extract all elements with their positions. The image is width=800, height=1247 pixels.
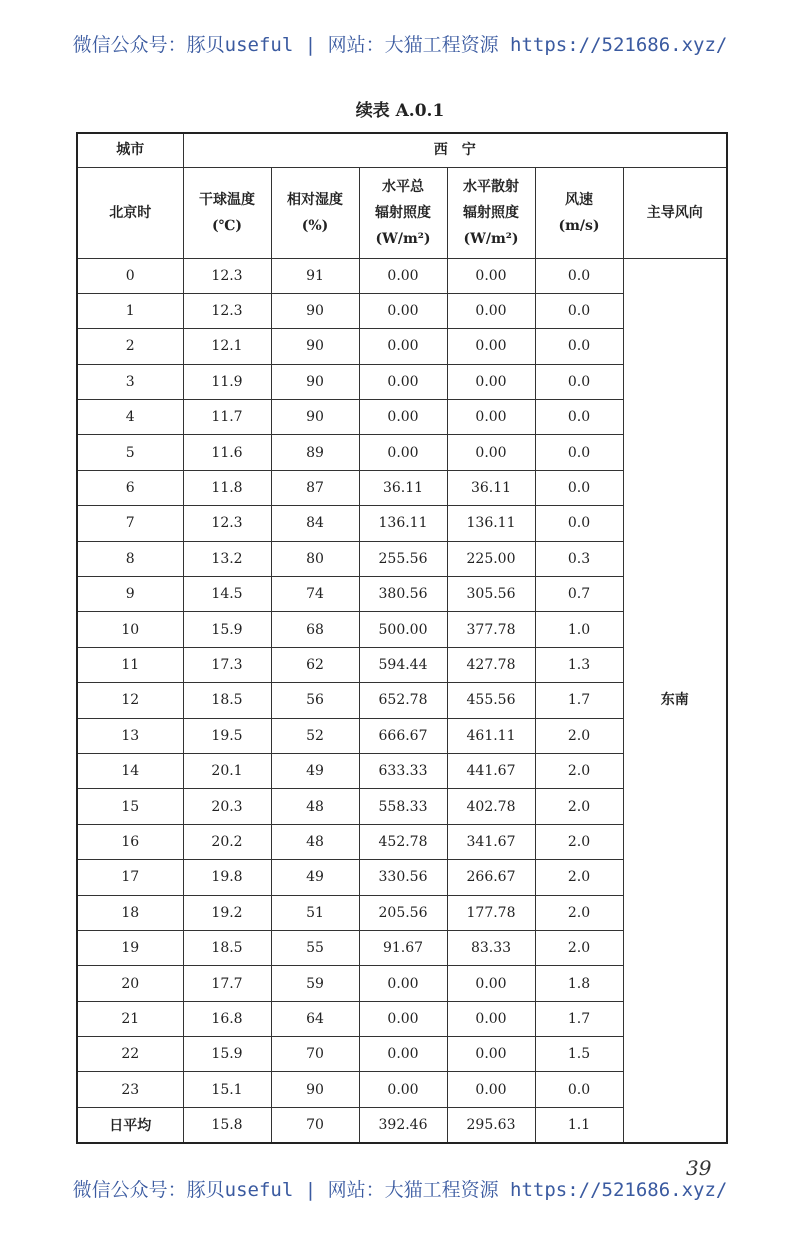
table-cell: 16 — [77, 824, 183, 859]
table-cell: 461.11 — [447, 718, 535, 753]
table-title: 续表 A.0.1 — [355, 101, 445, 121]
table-cell: 0.0 — [535, 329, 623, 364]
table-cell: 500.00 — [359, 612, 447, 647]
city-name: 西 宁 — [183, 133, 727, 167]
table-row — [77, 258, 727, 293]
table-cell: 1.5 — [535, 1037, 623, 1072]
table-cell: 17.3 — [183, 647, 271, 682]
table-cell: 330.56 — [359, 860, 447, 895]
table-cell: 2 — [77, 329, 183, 364]
table-cell: 0.00 — [447, 293, 535, 328]
table-cell: 0.00 — [359, 1072, 447, 1107]
table-cell: 0.00 — [447, 1001, 535, 1036]
table-cell: 1.1 — [535, 1107, 623, 1143]
table-cell: 0.0 — [535, 435, 623, 470]
table-cell: 17.7 — [183, 966, 271, 1001]
table-cell: 12.3 — [183, 293, 271, 328]
table-cell: 20 — [77, 966, 183, 1001]
table-cell: 0.00 — [447, 1072, 535, 1107]
table-cell: 9 — [77, 577, 183, 612]
table-cell: 633.33 — [359, 753, 447, 788]
table-cell: 8 — [77, 541, 183, 576]
table-cell: 62 — [271, 647, 359, 682]
table-cell: 2.0 — [535, 718, 623, 753]
column-header: 风速 (m/s) — [535, 167, 623, 258]
city-label: 城市 — [77, 133, 183, 167]
table-cell: 2.0 — [535, 930, 623, 965]
table-cell: 11 — [77, 647, 183, 682]
table-cell: 0.00 — [447, 258, 535, 293]
wind-direction-cell: 东南 — [623, 258, 727, 1143]
table-cell: 87 — [271, 470, 359, 505]
table-cell: 0.0 — [535, 293, 623, 328]
table-cell: 0.00 — [359, 1037, 447, 1072]
table-cell: 36.11 — [359, 470, 447, 505]
table-cell: 15.1 — [183, 1072, 271, 1107]
table-cell: 48 — [271, 824, 359, 859]
table-cell: 20.3 — [183, 789, 271, 824]
table-cell: 136.11 — [359, 506, 447, 541]
table-cell: 13 — [77, 718, 183, 753]
table-cell: 15.9 — [183, 1037, 271, 1072]
table-cell: 0.00 — [359, 400, 447, 435]
table-cell: 594.44 — [359, 647, 447, 682]
watermark-bottom: 微信公众号：豚贝useful | 网站：大猫工程资源 https://521686.xyz/ — [72, 1179, 728, 1201]
table-cell: 2.0 — [535, 824, 623, 859]
table-cell: 0.00 — [447, 435, 535, 470]
table-cell: 51 — [271, 895, 359, 930]
table-cell: 55 — [271, 930, 359, 965]
table-cell: 19 — [77, 930, 183, 965]
table-cell: 19.2 — [183, 895, 271, 930]
table-cell: 0.00 — [447, 966, 535, 1001]
table-cell: 177.78 — [447, 895, 535, 930]
table-cell: 666.67 — [359, 718, 447, 753]
table-cell: 2.0 — [535, 789, 623, 824]
table-cell: 91.67 — [359, 930, 447, 965]
table-cell: 11.8 — [183, 470, 271, 505]
table-cell: 13.2 — [183, 541, 271, 576]
table-cell: 89 — [271, 435, 359, 470]
table-cell: 11.7 — [183, 400, 271, 435]
table-cell: 52 — [271, 718, 359, 753]
table-cell: 20.2 — [183, 824, 271, 859]
table-cell: 17 — [77, 860, 183, 895]
table-cell: 59 — [271, 966, 359, 1001]
table-cell: 295.63 — [447, 1107, 535, 1143]
table-cell: 18.5 — [183, 683, 271, 718]
table-cell: 5 — [77, 435, 183, 470]
table-cell: 1.7 — [535, 683, 623, 718]
table-cell: 15 — [77, 789, 183, 824]
table-cell: 225.00 — [447, 541, 535, 576]
table-cell: 0.0 — [535, 364, 623, 399]
table-cell: 0.00 — [359, 435, 447, 470]
table-cell: 1.3 — [535, 647, 623, 682]
table-cell: 266.67 — [447, 860, 535, 895]
table-cell: 1.0 — [535, 612, 623, 647]
table-cell: 2.0 — [535, 895, 623, 930]
table-cell: 7 — [77, 506, 183, 541]
table-cell: 83.33 — [447, 930, 535, 965]
table-cell: 90 — [271, 400, 359, 435]
table-cell: 4 — [77, 400, 183, 435]
table-cell: 0.0 — [535, 400, 623, 435]
table-cell: 21 — [77, 1001, 183, 1036]
table-cell: 90 — [271, 364, 359, 399]
table-cell: 36.11 — [447, 470, 535, 505]
table-cell: 1 — [77, 293, 183, 328]
table-cell: 12 — [77, 683, 183, 718]
table-cell: 0.00 — [359, 364, 447, 399]
table-cell: 0.00 — [447, 400, 535, 435]
table-cell: 14 — [77, 753, 183, 788]
table-cell: 20.1 — [183, 753, 271, 788]
table-cell: 380.56 — [359, 577, 447, 612]
table-cell: 0.0 — [535, 258, 623, 293]
climate-data-table — [76, 132, 728, 1144]
table-cell: 455.56 — [447, 683, 535, 718]
table-cell: 18 — [77, 895, 183, 930]
table-cell: 1.7 — [535, 1001, 623, 1036]
table-cell: 305.56 — [447, 577, 535, 612]
table-cell: 377.78 — [447, 612, 535, 647]
table-cell: 3 — [77, 364, 183, 399]
table-cell: 558.33 — [359, 789, 447, 824]
table-cell: 74 — [271, 577, 359, 612]
table-cell: 90 — [271, 1072, 359, 1107]
table-cell: 49 — [271, 753, 359, 788]
table-cell: 0.00 — [359, 293, 447, 328]
table-cell: 136.11 — [447, 506, 535, 541]
watermark-top: 微信公众号：豚贝useful | 网站：大猫工程资源 https://521686.xyz/ — [72, 34, 728, 56]
table-cell: 84 — [271, 506, 359, 541]
column-header: 干球温度 (℃) — [183, 167, 271, 258]
column-header: 主导风向 — [623, 167, 727, 258]
table-cell: 341.67 — [447, 824, 535, 859]
table-cell: 0.00 — [447, 329, 535, 364]
table-cell: 14.5 — [183, 577, 271, 612]
table-cell: 652.78 — [359, 683, 447, 718]
table-cell: 1.8 — [535, 966, 623, 1001]
table-cell: 11.6 — [183, 435, 271, 470]
table-cell: 0.7 — [535, 577, 623, 612]
table-cell: 0.3 — [535, 541, 623, 576]
table-cell: 255.56 — [359, 541, 447, 576]
table-cell: 12.3 — [183, 506, 271, 541]
table-cell: 91 — [271, 258, 359, 293]
table-cell: 64 — [271, 1001, 359, 1036]
table-cell: 15.8 — [183, 1107, 271, 1143]
table-cell: 70 — [271, 1107, 359, 1143]
table-cell: 23 — [77, 1072, 183, 1107]
table-cell: 0.00 — [359, 258, 447, 293]
table-cell: 19.8 — [183, 860, 271, 895]
table-cell: 22 — [77, 1037, 183, 1072]
table-cell: 452.78 — [359, 824, 447, 859]
table-cell: 16.8 — [183, 1001, 271, 1036]
table-cell: 0.00 — [359, 1001, 447, 1036]
table-cell: 205.56 — [359, 895, 447, 930]
table-cell: 0.00 — [359, 329, 447, 364]
table-cell: 0.00 — [359, 966, 447, 1001]
table-cell: 15.9 — [183, 612, 271, 647]
table-cell: 70 — [271, 1037, 359, 1072]
table-cell: 11.9 — [183, 364, 271, 399]
table-cell: 2.0 — [535, 753, 623, 788]
table-cell: 90 — [271, 293, 359, 328]
table-cell: 402.78 — [447, 789, 535, 824]
column-header: 水平总 辐射照度 (W/m²) — [359, 167, 447, 258]
table-cell: 441.67 — [447, 753, 535, 788]
table-cell: 12.3 — [183, 258, 271, 293]
table-cell: 0.0 — [535, 506, 623, 541]
column-header: 水平散射 辐射照度 (W/m²) — [447, 167, 535, 258]
column-header: 北京时 — [77, 167, 183, 258]
table-cell: 12.1 — [183, 329, 271, 364]
table-cell: 0.0 — [535, 1072, 623, 1107]
table-cell: 19.5 — [183, 718, 271, 753]
table-cell: 2.0 — [535, 860, 623, 895]
table-cell: 0.0 — [535, 470, 623, 505]
table-cell: 10 — [77, 612, 183, 647]
table-cell: 392.46 — [359, 1107, 447, 1143]
table-cell: 0 — [77, 258, 183, 293]
table-cell: 56 — [271, 683, 359, 718]
page-number: 39 — [686, 1156, 712, 1180]
table-cell: 0.00 — [447, 364, 535, 399]
table-cell: 80 — [271, 541, 359, 576]
table-cell: 18.5 — [183, 930, 271, 965]
table-cell: 48 — [271, 789, 359, 824]
table-cell: 49 — [271, 860, 359, 895]
table-cell: 427.78 — [447, 647, 535, 682]
table-cell: 90 — [271, 329, 359, 364]
table-cell: 0.00 — [447, 1037, 535, 1072]
table-cell: 6 — [77, 470, 183, 505]
column-header: 相对湿度 (%) — [271, 167, 359, 258]
table-cell: 68 — [271, 612, 359, 647]
table-cell: 日平均 — [77, 1107, 183, 1143]
